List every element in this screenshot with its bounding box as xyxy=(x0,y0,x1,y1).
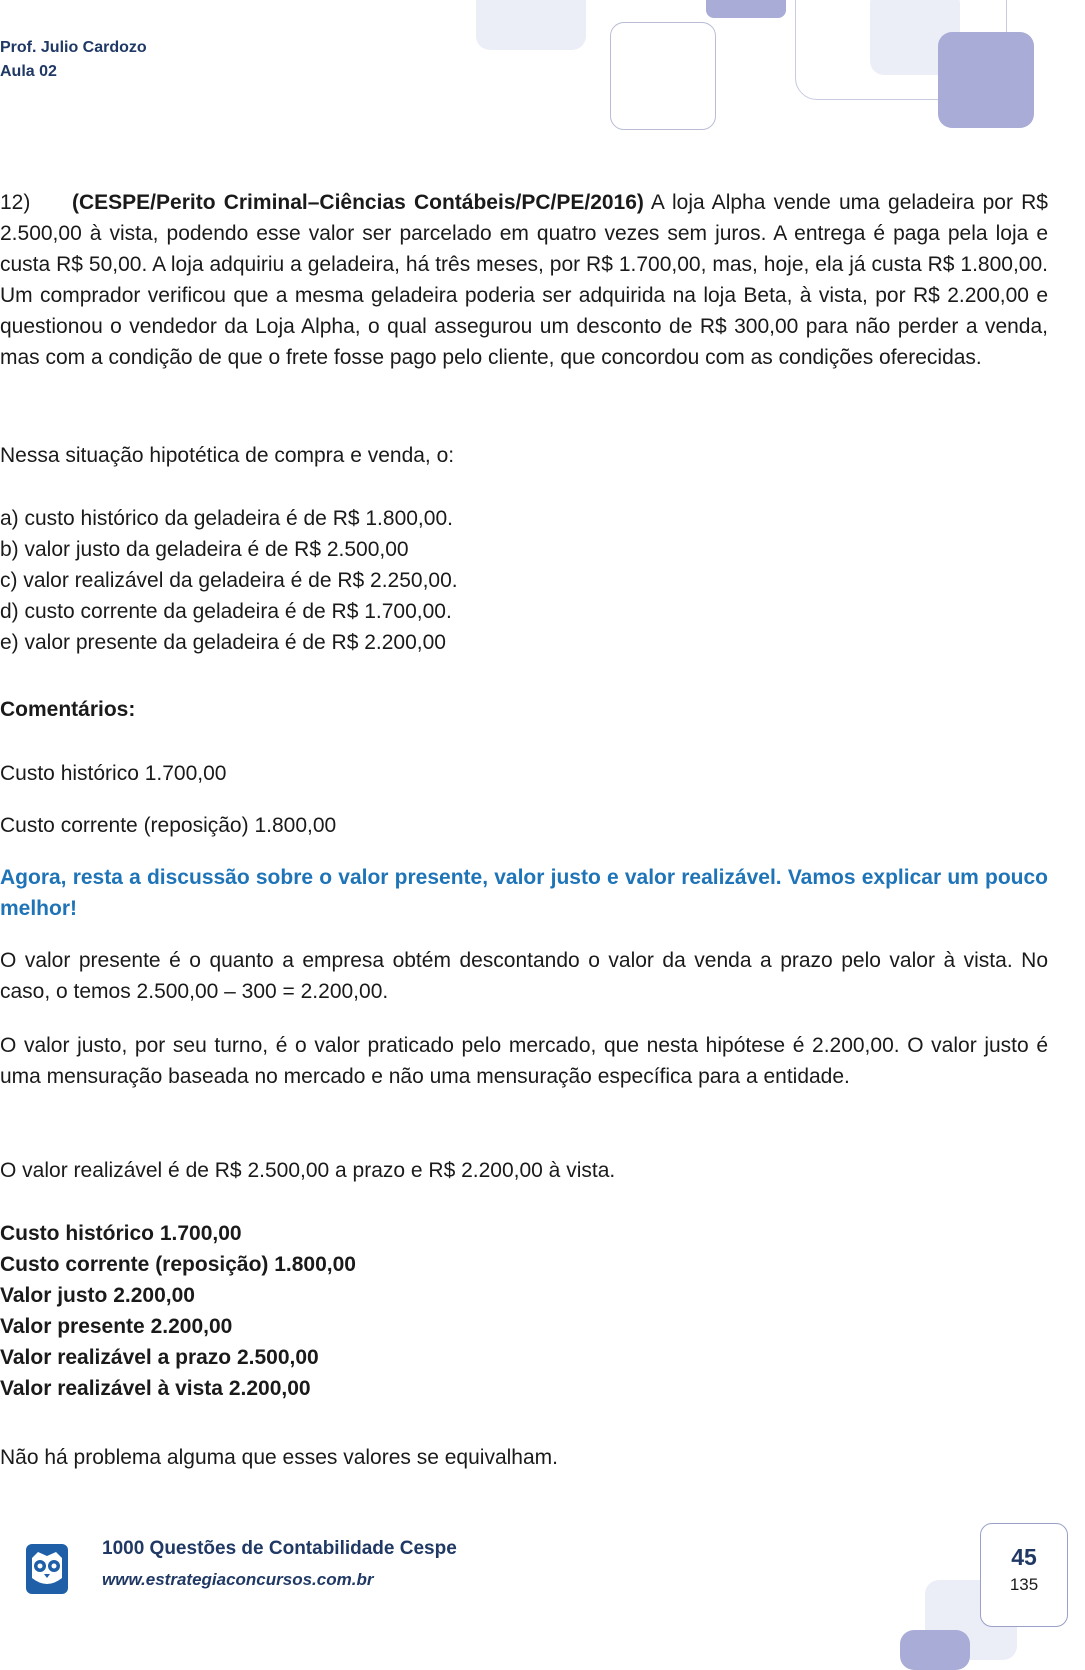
deco-square xyxy=(706,0,786,18)
summary-item: Valor justo 2.200,00 xyxy=(0,1284,195,1307)
question-number: 12) xyxy=(0,191,31,214)
closing-text: Não há problema alguma que esses valores se equivalham. xyxy=(0,1446,558,1469)
deco-square xyxy=(900,1630,970,1670)
comment-paragraph: O valor justo, por seu turno, é o valor praticado pelo mercado, que nesta hipótese é 2.200,00. O valor justo é uma mensuração baseada no mercado e não uma mensuração específica para a entidade. xyxy=(0,1034,1048,1088)
summary-item: Valor presente 2.200,00 xyxy=(0,1315,233,1338)
comment-paragraph: O valor realizável é de R$ 2.500,00 a prazo e R$ 2.200,00 à vista. xyxy=(0,1159,616,1182)
page-header xyxy=(0,36,147,84)
question-text: A loja Alpha vende uma geladeira por R$ 2.500,00 à vista, podendo esse valor ser parcelado em quatro vezes sem juros. A entrega é paga pela loja e custa R$ 50,00. A loja adquiriu a geladeira, há três meses, por R$ 1.700,00, mas, hoje, ela já custa R$ 1.800,00. Um comprador verificou que a mesma geladeira poderia ser adquirida na loja Beta, à vista, por R$ 2.200,00 e questionou o vendedor da Loja Alpha, o qual assegurou um desconto de R$ 300,00 para não perder a venda, mas com a condição de que o frete fosse pago pelo cliente, que concordou com as condições oferecidas. xyxy=(0,191,1048,369)
summary-list xyxy=(0,1218,1048,1404)
question-prompt: Nessa situação hipotética de compra e venda, o: xyxy=(0,444,455,467)
page-total: 135 xyxy=(1009,1575,1039,1594)
option-e: e) valor presente da geladeira é de R$ 2.200,00 xyxy=(0,631,446,654)
deco-square xyxy=(610,22,716,130)
page-indicator xyxy=(980,1523,1068,1627)
option-c: c) valor realizável da geladeira é de R$ 2.250,00. xyxy=(0,569,458,592)
option-d: d) custo corrente da geladeira é de R$ 1.700,00. xyxy=(0,600,452,623)
author-name: Prof. Julio Cardozo xyxy=(0,39,147,56)
summary-item: Custo histórico 1.700,00 xyxy=(0,1222,242,1245)
question-statement xyxy=(0,187,1048,373)
lesson-label: Aula 02 xyxy=(0,63,57,80)
page-number: 45 xyxy=(1011,1544,1037,1570)
highlight-text: Agora, resta a discussão sobre o valor presente, valor justo e valor realizável. Vamos explicar um pouco melhor! xyxy=(0,866,1048,920)
summary-item: Custo corrente (reposição) 1.800,00 xyxy=(0,1253,356,1276)
option-b: b) valor justo da geladeira é de R$ 2.500,00 xyxy=(0,538,409,561)
owl-logo-icon xyxy=(26,1544,68,1594)
footer-url[interactable]: www.estrategiaconcursos.com.br xyxy=(102,1570,374,1589)
footer-title: 1000 Questões de Contabilidade Cespe xyxy=(102,1538,457,1559)
summary-item: Valor realizável a prazo 2.500,00 xyxy=(0,1346,319,1369)
comment-line: Custo corrente (reposição) 1.800,00 xyxy=(0,814,337,837)
deco-square xyxy=(938,32,1034,128)
comments-heading: Comentários: xyxy=(0,698,136,721)
question-source: (CESPE/Perito Criminal–Ciências Contábeis/PC/PE/2016) xyxy=(72,191,644,214)
comment-line: Custo histórico 1.700,00 xyxy=(0,762,227,785)
deco-square xyxy=(476,0,586,50)
comment-paragraph: O valor presente é o quanto a empresa obtém descontando o valor da venda a prazo pelo valor à vista. No caso, o temos 2.500,00 – 300 = 2.200,00. xyxy=(0,949,1048,1003)
options-list xyxy=(0,503,1048,658)
summary-item: Valor realizável à vista 2.200,00 xyxy=(0,1377,311,1400)
option-a: a) custo histórico da geladeira é de R$ 1.800,00. xyxy=(0,507,453,530)
